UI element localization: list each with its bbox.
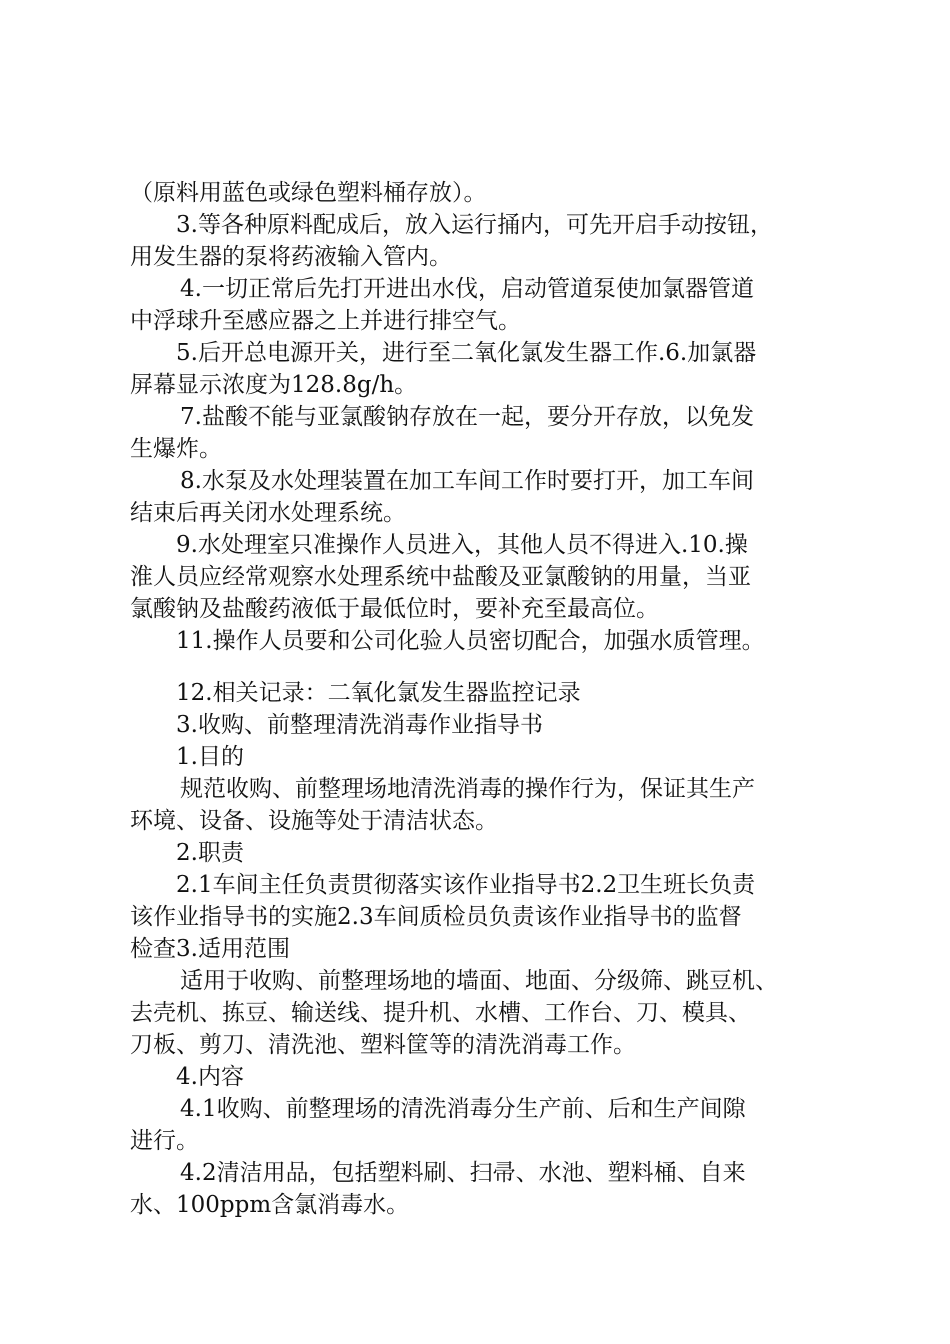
text-line: 4.2清洁用品，包括塑料刷、扫帚、水池、塑料桶、自来: [180, 1160, 746, 1186]
text-line: 检查3.适用范围: [130, 936, 290, 962]
text-line: 环境、设备、设施等处于清洁状态。: [130, 808, 498, 834]
text-line: 氯酸钠及盐酸药液低于最低位时，要补充至最高位。: [130, 596, 659, 622]
text-line: 生爆炸。: [130, 436, 222, 462]
text-line: 中浮球升至感应器之上并进行排空气。: [130, 308, 521, 334]
text-line: 屏幕显示浓度为128.8g/h。: [130, 372, 418, 398]
text-line: 2.职责: [176, 840, 244, 866]
text-line: 8.水泵及水处理装置在加工车间工作时要打开，加工车间: [180, 468, 754, 494]
text-line: 结束后再关闭水处理系统。: [130, 500, 406, 526]
text-line: 3.收购、前整理清洗消毒作业指导书: [176, 712, 543, 738]
text-line: 4.内容: [176, 1064, 244, 1090]
text-line: 去壳机、拣豆、输送线、提升机、水槽、工作台、刀、模具、: [130, 1000, 751, 1026]
text-line: 刀板、剪刀、清洗池、塑料筐等的清洗消毒工作。: [130, 1032, 636, 1058]
text-line: （原料用蓝色或绿色塑料桶存放）。: [130, 180, 487, 206]
text-line: 5.后开总电源开关，进行至二氧化氯发生器工作.6.加氯器: [176, 340, 757, 366]
text-line: 该作业指导书的实施2.3车间质检员负责该作业指导书的监督: [130, 904, 742, 930]
text-line: 淮人员应经常观察水处理系统中盐酸及亚氯酸钠的用量，当亚: [130, 564, 751, 590]
text-line: 水、100ppm含氯消毒水。: [130, 1192, 410, 1218]
text-line: 9.水处理室只准操作人员进入，其他人员不得进入.10.操: [176, 532, 748, 558]
text-line: 用发生器的泵将药液输入管内。: [130, 244, 452, 270]
text-line: 7.盐酸不能与亚氯酸钠存放在一起，要分开存放，以免发: [180, 404, 754, 430]
text-line: 适用于收购、前整理场地的墙面、地面、分级筛、跳豆机、: [180, 968, 778, 994]
text-line: 2.1车间主任负责贯彻落实该作业指导书2.2卫生班长负责: [176, 872, 756, 898]
text-line: 11.操作人员要和公司化验人员密切配合，加强水质管理。: [176, 628, 765, 654]
text-line: 规范收购、前整理场地清洗消毒的操作行为，保证其生产: [180, 776, 755, 802]
text-line: 3.等各种原料配成后，放入运行捅内，可先开启手动按钮，: [176, 212, 773, 238]
text-line: 12.相关记录：二氧化氯发生器监控记录: [176, 680, 581, 706]
text-line: 进行。: [130, 1128, 199, 1154]
text-line: 4.一切正常后先打开进出水伐，启动管道泵使加氯器管道: [180, 276, 754, 302]
text-line: 1.目的: [176, 744, 244, 770]
text-line: 4.1收购、前整理场的清洗消毒分生产前、后和生产间隙: [180, 1096, 746, 1122]
